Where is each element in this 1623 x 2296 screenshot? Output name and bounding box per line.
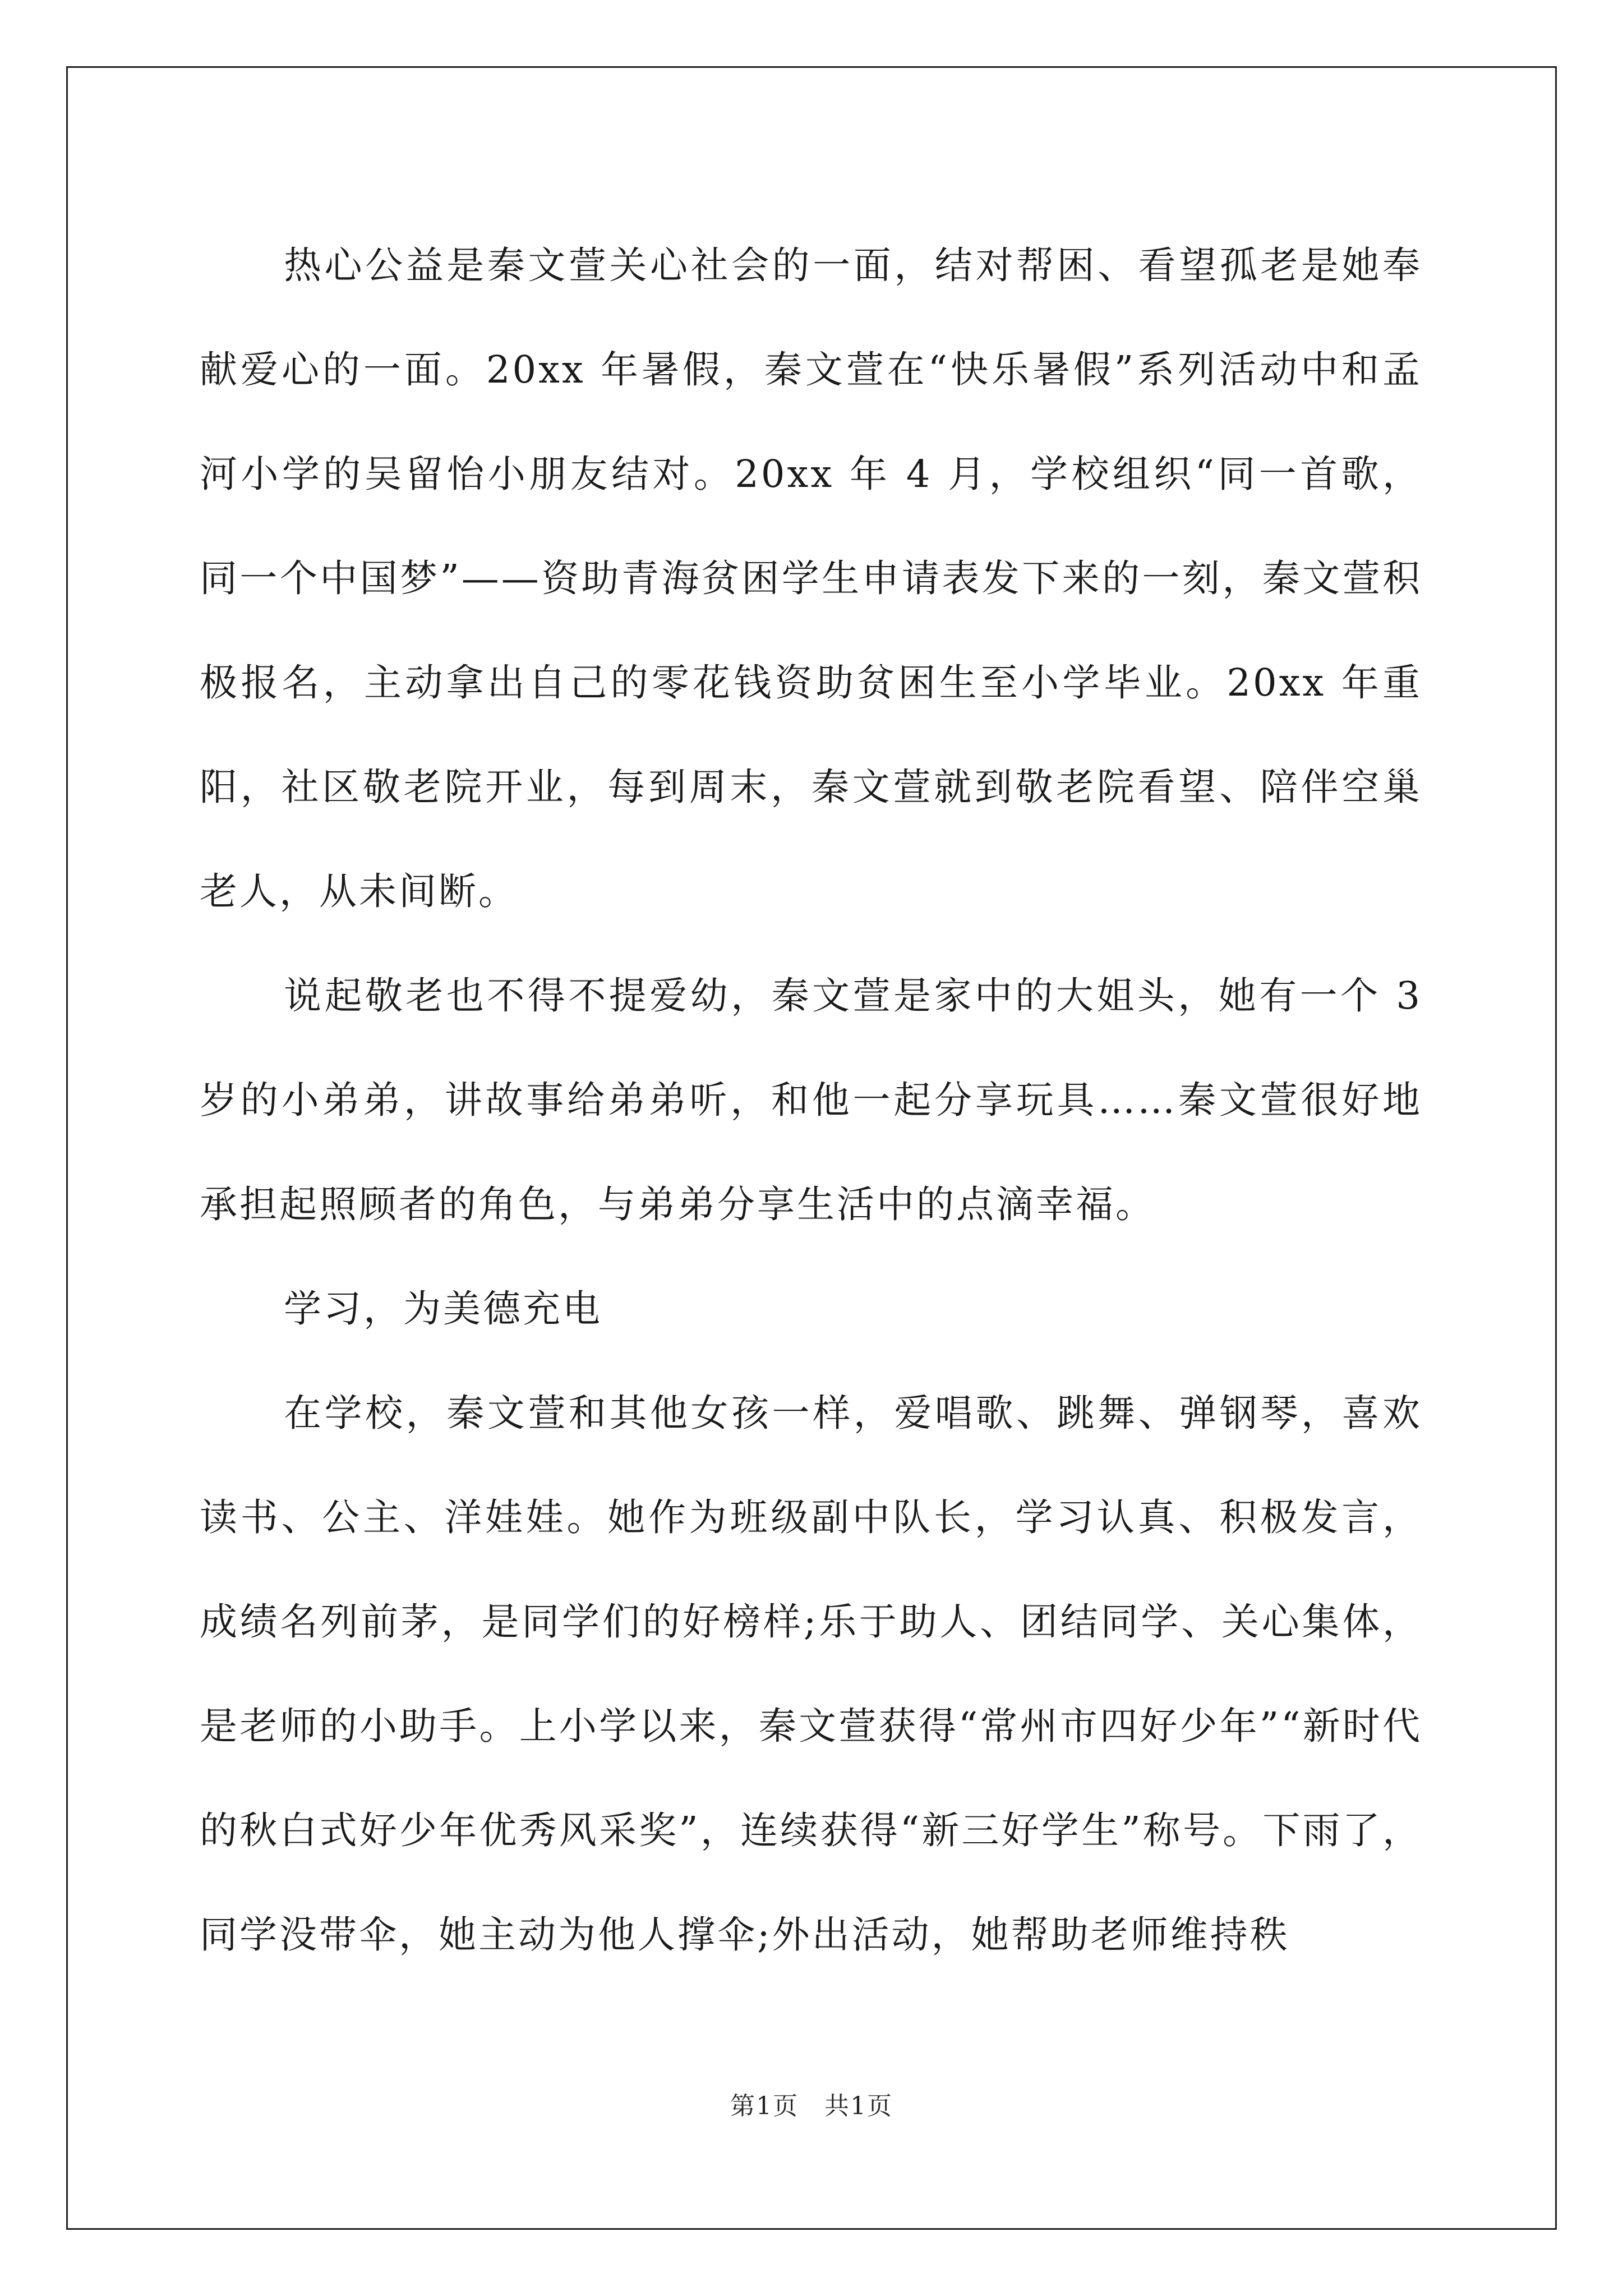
document-body [200,213,1422,1987]
page-number-footer: 第1页 共1页 [730,2092,893,2120]
paragraph-school-life: 在学校，秦文萱和其他女孩一样，爱唱歌、跳舞、弹钢琴，喜欢读书、公主、洋娃娃。她作为班级副中队长，学习认真、积极发言，成绩名列前茅，是同学们的好榜样;乐于助人、团结同学、关心集体，是老师的小助手。上小学以来，秦文萱获得“常州市四好少年”“新时代的秋白式好少年优秀风采奖”，连续获得“新三好学生”称号。下雨了，同学没带伞，她主动为他人撑伞;外出活动，她帮助老师维持秩 [200,1391,1422,1957]
section-heading-study: 学习，为美德充电 [284,1287,602,1331]
paragraph-public-welfare: 热心公益是秦文萱关心社会的一面，结对帮困、看望孤老是她奉献爱心的一面。20xx 年暑假，秦文萱在“快乐暑假”系列活动中和孟河小学的吴留怡小朋友结对。20xx 年 4 月，学校组织“同一首歌，同一个中国梦”——资助青海贫困学生申请表发下来的一刻，秦文萱积极报名，主动拿出自己的零花钱资助贫困生至小学毕业。20xx 年重阳，社区敬老院开业，每到周末，秦文萱就到敬老院看望、陪伴空巢老人，从未间断。 [200,243,1422,913]
paragraph-caring-for-young: 说起敬老也不得不提爱幼，秦文萱是家中的大姐头，她有一个 3 岁的小弟弟，讲故事给弟弟听，和他一起分享玩具……秦文萱很好地承担起照顾者的角色，与弟弟分享生活中的点滴幸福。 [200,974,1422,1226]
